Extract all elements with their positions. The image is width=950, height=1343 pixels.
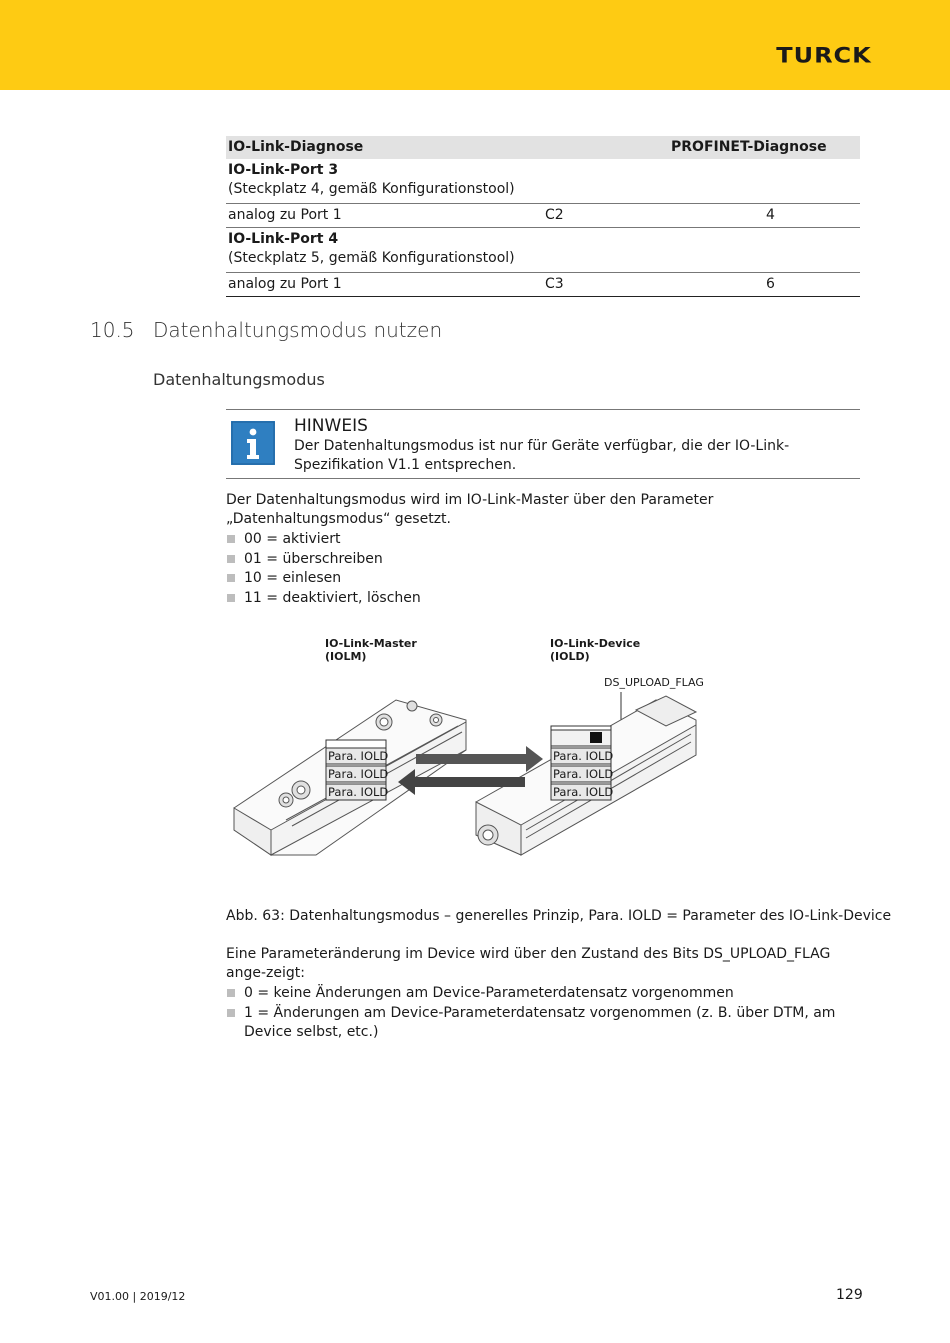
row-title: IO-Link-Port 4 (228, 231, 339, 247)
row-title: IO-Link-Port 3 (228, 162, 339, 178)
table-row (226, 228, 860, 273)
table-header-right: PROFINET-Diagnose (671, 139, 827, 155)
master-parameter-stack (326, 740, 388, 800)
bullet-icon (227, 989, 235, 997)
table-header (226, 136, 860, 159)
svg-text:TURCK: TURCK (776, 43, 872, 66)
list-item: 00 = aktiviert (226, 530, 856, 550)
table-cell: C2 (545, 207, 564, 223)
table-header-left: IO-Link-Diagnose (228, 139, 364, 155)
info-icon (231, 421, 275, 465)
diagnostics-table (226, 136, 860, 297)
footer-version: V01.00 | 2019/12 (90, 1290, 186, 1303)
param-label: Para. IOLD (553, 785, 614, 799)
device-label-2: (IOLD) (550, 650, 590, 663)
param-label: Para. IOLD (553, 767, 614, 781)
list-item: 0 = keine Änderungen am Device-Parameterdatensatz vorgenommen (226, 984, 856, 1004)
device-parameter-stack (551, 726, 613, 800)
subsection-heading: Datenhaltungsmodus (153, 370, 325, 389)
bullet-icon (227, 574, 235, 582)
list-item: 11 = deaktiviert, löschen (226, 589, 856, 609)
table-cell: analog zu Port 1 (228, 276, 342, 292)
list-item: 1 = Änderungen am Device-Parameterdatensatz vorgenommen (z. B. über DTM, am Device selbst, etc.) (226, 1004, 856, 1043)
table-cell: analog zu Port 1 (228, 207, 342, 223)
table-row (226, 273, 860, 297)
table-row (226, 159, 860, 204)
table-cell: C3 (545, 276, 564, 292)
master-label-1: IO-Link-Master (325, 637, 417, 650)
list-item: 10 = einlesen (226, 569, 856, 589)
page-number: 129 (836, 1287, 863, 1303)
section-number: 10.5 (90, 318, 135, 342)
bullet-icon (227, 535, 235, 543)
table-cell: 4 (766, 207, 775, 223)
section-heading (90, 318, 442, 342)
list-item: 01 = überschreiben (226, 550, 856, 570)
note-box (226, 409, 860, 479)
note-title: HINWEIS (294, 416, 368, 436)
change-list (226, 984, 856, 1043)
flag-label: DS_UPLOAD_FLAG (604, 676, 704, 689)
row-subtitle: (Steckplatz 5, gemäß Konfigurationstool) (228, 250, 515, 266)
master-label-2: (IOLM) (325, 650, 367, 663)
param-label: Para. IOLD (328, 767, 389, 781)
turck-logo (736, 42, 912, 66)
table-row (226, 204, 860, 228)
table-cell: 6 (766, 276, 775, 292)
param-label: Para. IOLD (328, 785, 389, 799)
section-title: Datenhaltungsmodus nutzen (153, 318, 443, 342)
row-subtitle: (Steckplatz 4, gemäß Konfigurationstool) (228, 181, 515, 197)
flag-icon (590, 732, 602, 743)
change-paragraph: Eine Parameteränderung im Device wird über den Zustand des Bits DS_UPLOAD_FLAG ange-zeigt: (226, 946, 831, 981)
note-text: Der Datenhaltungsmodus ist nur für Geräte verfügbar, die der IO-Link-Spezifikation V1.1 entsprechen. (294, 438, 790, 473)
bullet-icon (227, 555, 235, 563)
intro-paragraph: Der Datenhaltungsmodus wird im IO-Link-Master über den Parameter „Datenhaltungsmodus“ gesetzt. (226, 492, 714, 527)
param-label: Para. IOLD (553, 749, 614, 763)
mode-list (226, 530, 856, 608)
bullet-icon (227, 1009, 235, 1017)
figure-caption: Abb. 63: Datenhaltungsmodus – generelles Prinzip, Para. IOLD = Parameter des IO-Link-Device (226, 908, 892, 924)
bullet-icon (227, 594, 235, 602)
param-label: Para. IOLD (328, 749, 389, 763)
device-label-1: IO-Link-Device (550, 637, 641, 650)
data-storage-figure (226, 630, 726, 870)
